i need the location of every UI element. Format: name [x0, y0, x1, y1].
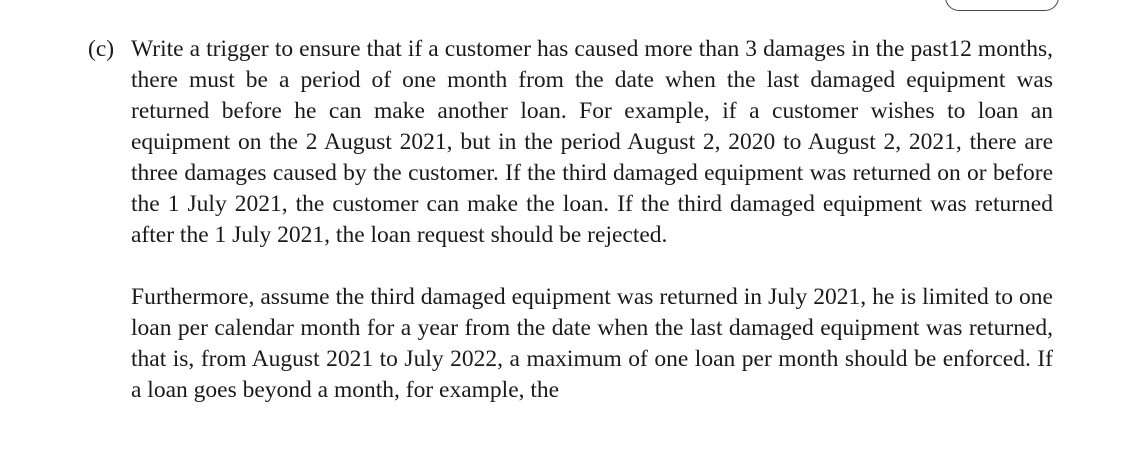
- question-body: [131, 34, 1053, 406]
- question-paragraph-2: Furthermore, assume the third damaged equipment was returned in July 2021, he is limited to one loan per calendar month for a year from the date when the last damaged equipment was returned, that is, from August 2021 to July 2022, a maximum of one loan per month should be enforced. If a loan goes beyond a month, for example, the: [131, 284, 1053, 403]
- question-paragraph-1: Write a trigger to ensure that if a customer has caused more than 3 damages in the past12 months, there must be a period of one month from the date when the last damaged equipment was returned before he can make another loan. For example, if a customer wishes to loan an equipment on the 2 August 2021, but in the period August 2, 2020 to August 2, 2021, there are three damages caused by the customer. If the third damaged equipment was returned on or before the 1 July 2021, the customer can make the loan. If the third damaged equipment was returned after the 1 July 2021, the loan request should be rejected.: [131, 36, 1053, 248]
- marks-bracket: [945, 0, 1059, 11]
- question-label: (c): [88, 36, 115, 62]
